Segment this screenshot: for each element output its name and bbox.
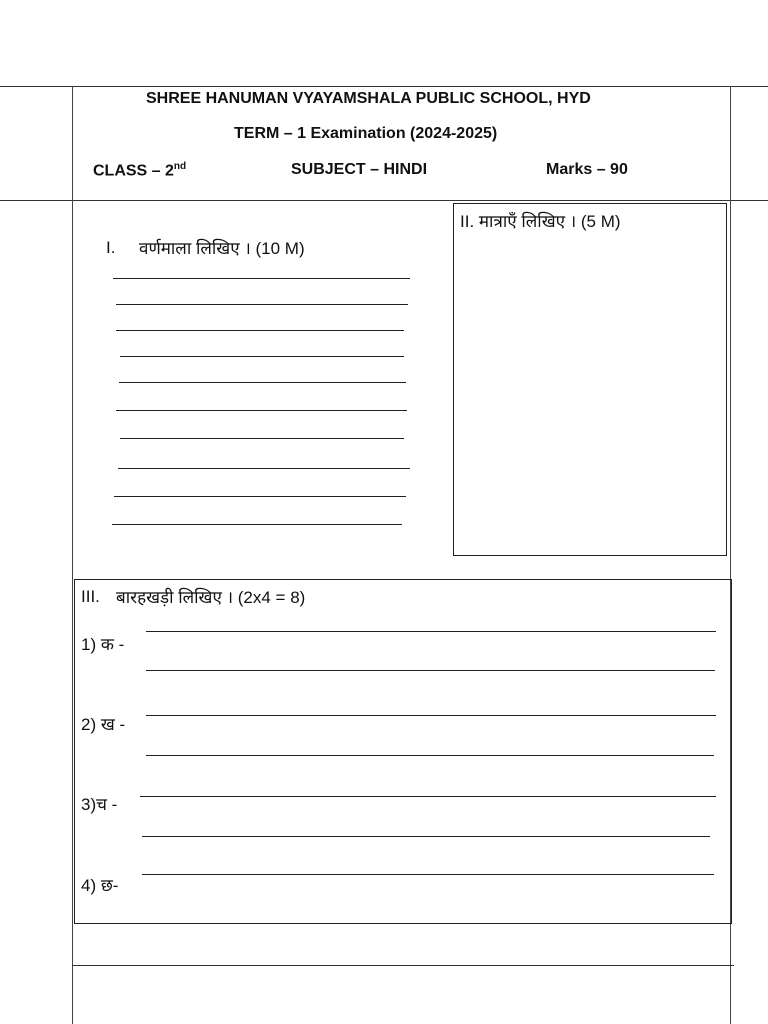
q1-answer-line[interactable] (120, 438, 404, 439)
q2-answer-box[interactable] (453, 203, 727, 556)
class-text: CLASS – 2 (93, 162, 174, 180)
q3-answer-line[interactable] (146, 670, 715, 671)
q3-item-3: 3)च - (81, 795, 118, 814)
lower-rule (72, 965, 734, 966)
q3-number: III. (81, 587, 100, 606)
school-name: SHREE HANUMAN VYAYAMSHALA PUBLIC SCHOOL, HYD (146, 90, 591, 107)
header-bottom-rule (0, 200, 768, 201)
q1-answer-line[interactable] (112, 524, 402, 525)
term-title: TERM – 1 Examination (2024-2025) (234, 125, 498, 142)
subject-label: SUBJECT – HINDI (291, 161, 428, 178)
header-top-rule (0, 86, 768, 87)
class-label (93, 161, 186, 180)
q3-answer-line[interactable] (142, 836, 710, 837)
q3-answer-line[interactable] (146, 631, 716, 632)
frame-left-border (72, 86, 73, 1024)
q1-answer-line[interactable] (119, 382, 406, 383)
q3-heading: बारहखड़ी लिखिए । (2x4 = 8) (116, 588, 306, 607)
q1-answer-line[interactable] (113, 278, 410, 279)
q1-answer-line[interactable] (114, 496, 406, 497)
q3-answer-line[interactable] (140, 796, 716, 797)
q3-item-2: 2) ख - (81, 715, 126, 734)
q1-answer-line[interactable] (116, 330, 404, 331)
marks-label: Marks – 90 (546, 161, 628, 178)
q3-item-1: 1) क - (81, 635, 125, 654)
q1-answer-line[interactable] (116, 304, 408, 305)
q2-heading: II. मात्राएँ लिखिए । (5 M) (460, 212, 621, 231)
q1-number: I. (106, 238, 116, 257)
q3-answer-line[interactable] (146, 755, 714, 756)
q3-answer-line[interactable] (142, 874, 714, 875)
q3-answer-line[interactable] (146, 715, 716, 716)
q1-heading: वर्णमाला लिखिए । (10 M) (139, 239, 305, 258)
q1-answer-line[interactable] (116, 410, 407, 411)
q3-item-4: 4) छ- (81, 876, 119, 895)
class-superscript: nd (173, 161, 187, 172)
q1-answer-line[interactable] (120, 356, 404, 357)
q1-answer-line[interactable] (118, 468, 410, 469)
